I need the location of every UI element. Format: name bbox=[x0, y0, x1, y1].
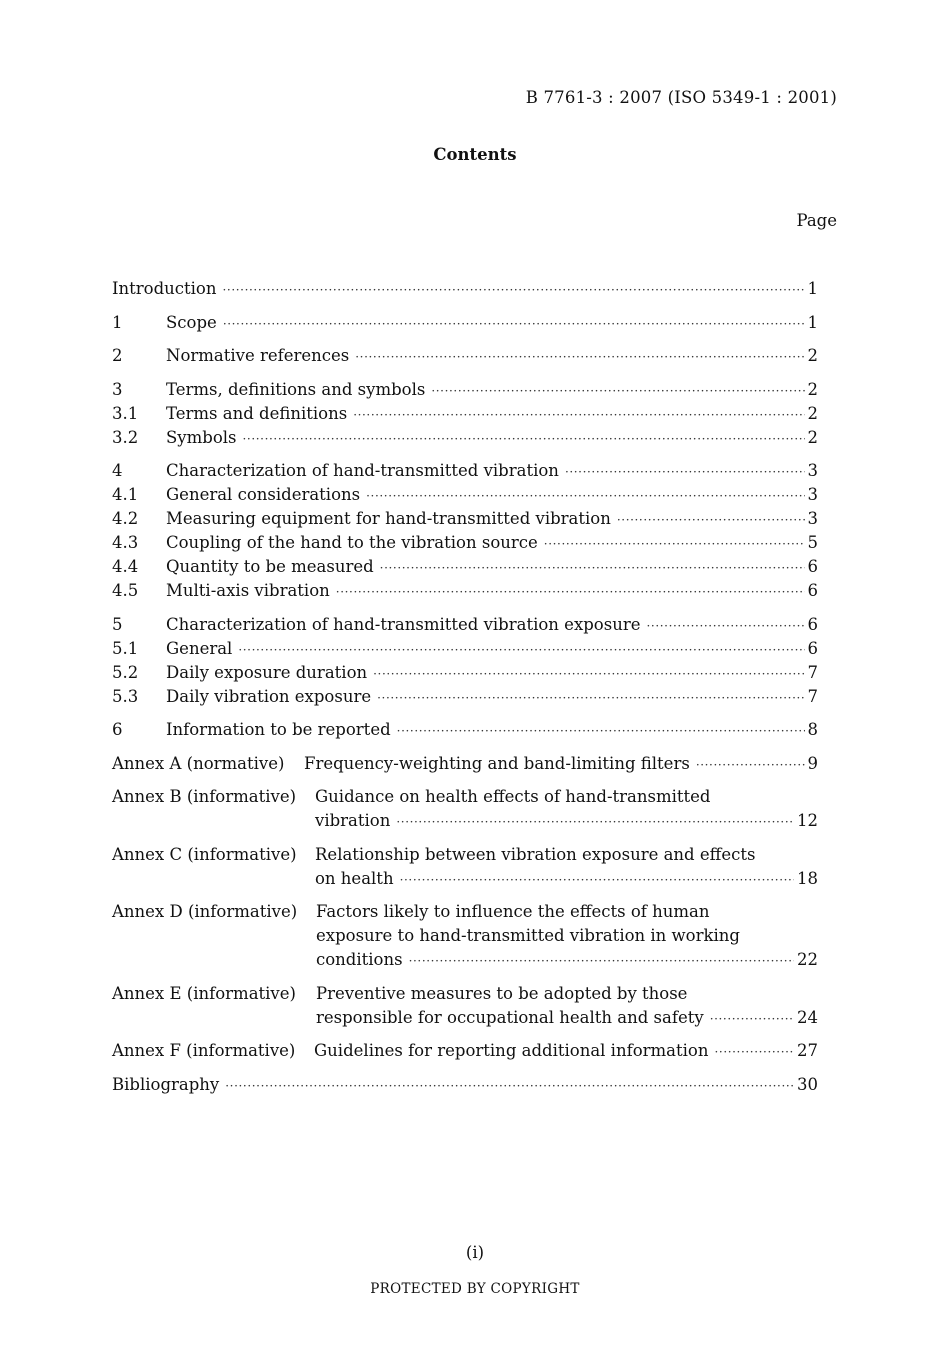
toc-entry-annex-d[interactable] bbox=[112, 900, 818, 972]
leader-dots bbox=[223, 278, 805, 302]
toc-label: General considerations bbox=[166, 485, 361, 504]
toc-entry-annex-a[interactable] bbox=[112, 752, 818, 776]
toc-label: Bibliography bbox=[112, 1074, 220, 1094]
toc-page: 3 bbox=[807, 485, 818, 504]
toc-page: 7 bbox=[807, 662, 818, 682]
toc-label-line: Relationship between vibration exposure and effects bbox=[315, 844, 756, 864]
toc-entry-1[interactable] bbox=[112, 311, 818, 335]
toc-label-line: exposure to hand-transmitted vibration in working bbox=[316, 926, 740, 945]
toc-number: 2 bbox=[112, 346, 123, 365]
toc-number: 3.1 bbox=[112, 403, 139, 423]
toc-page: 2 bbox=[807, 346, 818, 365]
leader-dots bbox=[373, 662, 804, 686]
toc-page: 27 bbox=[797, 1041, 818, 1060]
toc-label: Terms and definitions bbox=[166, 403, 348, 423]
leader-dots bbox=[714, 1040, 794, 1064]
toc-label: Coupling of the hand to the vibration source bbox=[166, 533, 538, 552]
leader-dots bbox=[243, 427, 805, 451]
leader-dots bbox=[377, 686, 804, 710]
toc-page: 30 bbox=[797, 1074, 818, 1094]
toc-number: 3.2 bbox=[112, 427, 139, 447]
toc-number: 1 bbox=[112, 312, 123, 332]
toc-number: 5.2 bbox=[112, 662, 139, 682]
toc-entry-6[interactable] bbox=[112, 718, 818, 742]
toc-entry-3-2[interactable] bbox=[112, 426, 818, 450]
toc-entry-annex-e[interactable] bbox=[112, 982, 818, 1030]
toc-number: 4.2 bbox=[112, 509, 139, 528]
toc-entry-5-2[interactable] bbox=[112, 661, 818, 685]
leader-dots bbox=[400, 868, 794, 892]
toc-number: 4.4 bbox=[112, 557, 139, 576]
toc-label: Normative references bbox=[166, 346, 350, 365]
toc-page: 24 bbox=[797, 1007, 818, 1027]
toc-entry-4-1[interactable] bbox=[112, 483, 818, 507]
standard-number: B 7761-3 : 2007 (ISO 5349-1 : 2001) bbox=[525, 88, 837, 107]
toc-entry-5-1[interactable] bbox=[112, 637, 818, 661]
toc-label: Introduction bbox=[112, 279, 217, 298]
leader-dots bbox=[565, 460, 805, 484]
leader-dots bbox=[380, 556, 805, 580]
page-column-header: Page bbox=[796, 211, 837, 230]
leader-dots bbox=[397, 719, 805, 743]
toc-entry-5-3[interactable] bbox=[112, 685, 818, 709]
table-of-contents bbox=[112, 277, 818, 1097]
copyright-notice: PROTECTED BY COPYRIGHT bbox=[370, 1281, 580, 1297]
toc-entry-4[interactable] bbox=[112, 459, 818, 483]
toc-entry-bibliography[interactable] bbox=[112, 1073, 818, 1097]
leader-dots bbox=[336, 580, 805, 604]
toc-number: 4 bbox=[112, 461, 123, 480]
toc-page: 18 bbox=[797, 868, 818, 888]
toc-entry-3[interactable] bbox=[112, 378, 818, 402]
toc-label: Scope bbox=[166, 312, 217, 332]
leader-dots bbox=[409, 949, 794, 973]
toc-page: 2 bbox=[807, 403, 818, 423]
toc-page: 1 bbox=[807, 279, 818, 298]
toc-entry-4-4[interactable] bbox=[112, 555, 818, 579]
leader-dots bbox=[366, 484, 804, 508]
toc-number: 4.5 bbox=[112, 581, 139, 600]
toc-number: 4.3 bbox=[112, 533, 139, 552]
toc-page: 2 bbox=[807, 427, 818, 447]
annex-label: Annex F (informative) bbox=[112, 1041, 296, 1060]
leader-dots bbox=[355, 345, 804, 369]
leader-dots bbox=[431, 379, 804, 403]
toc-entry-4-2[interactable] bbox=[112, 507, 818, 531]
toc-label: Characterization of hand-transmitted vibration bbox=[166, 461, 559, 480]
toc-page: 6 bbox=[807, 638, 818, 658]
toc-label: Symbols bbox=[166, 427, 237, 447]
toc-entry-3-1[interactable] bbox=[112, 402, 818, 426]
toc-page: 6 bbox=[807, 581, 818, 600]
toc-number: 5.1 bbox=[112, 638, 139, 658]
annex-label: Annex B (informative) bbox=[112, 787, 297, 806]
leader-dots bbox=[353, 403, 804, 427]
toc-label: Measuring equipment for hand-transmitted vibration bbox=[166, 509, 611, 528]
toc-label: Quantity to be measured bbox=[166, 557, 374, 576]
leader-dots bbox=[710, 1007, 794, 1031]
toc-label-line: responsible for occupational health and safety bbox=[316, 1007, 704, 1027]
toc-label-line: Factors likely to influence the effects of human bbox=[316, 902, 710, 921]
toc-entry-5[interactable] bbox=[112, 613, 818, 637]
leader-dots bbox=[396, 810, 794, 834]
toc-page: 1 bbox=[807, 312, 818, 332]
toc-entry-annex-f[interactable] bbox=[112, 1039, 818, 1063]
toc-number: 3 bbox=[112, 379, 123, 399]
toc-entry-annex-b[interactable] bbox=[112, 785, 818, 833]
toc-label-line: on health bbox=[315, 868, 394, 888]
toc-page: 9 bbox=[807, 753, 818, 773]
toc-label-line: conditions bbox=[316, 950, 403, 969]
leader-dots bbox=[617, 508, 805, 532]
annex-label: Annex D (informative) bbox=[112, 902, 298, 921]
toc-label: Daily exposure duration bbox=[166, 662, 368, 682]
toc-page: 22 bbox=[797, 950, 818, 969]
toc-label: General bbox=[166, 638, 233, 658]
toc-page: 5 bbox=[807, 533, 818, 552]
leader-dots bbox=[225, 1074, 794, 1098]
toc-entry-2[interactable] bbox=[112, 344, 818, 368]
toc-page: 3 bbox=[807, 509, 818, 528]
annex-label: Annex A (normative) bbox=[112, 753, 285, 773]
toc-label-line: Guidance on health effects of hand-transmitted bbox=[315, 787, 711, 806]
leader-dots bbox=[238, 638, 804, 662]
toc-number: 5 bbox=[112, 614, 123, 634]
toc-number: 5.3 bbox=[112, 686, 139, 706]
toc-label: Terms, definitions and symbols bbox=[166, 379, 426, 399]
toc-page: 12 bbox=[797, 811, 818, 830]
toc-page: 8 bbox=[807, 720, 818, 739]
toc-label: Multi-axis vibration bbox=[166, 581, 330, 600]
toc-number: 6 bbox=[112, 720, 123, 739]
toc-entry-4-5[interactable] bbox=[112, 579, 818, 603]
leader-dots bbox=[223, 312, 805, 336]
toc-entry-introduction[interactable] bbox=[112, 277, 818, 301]
toc-page: 2 bbox=[807, 379, 818, 399]
leader-dots bbox=[544, 532, 805, 556]
toc-label-line: Preventive measures to be adopted by those bbox=[316, 983, 688, 1003]
toc-label: Guidelines for reporting additional information bbox=[314, 1041, 709, 1060]
leader-dots bbox=[647, 614, 805, 638]
footer-page-number: (i) bbox=[465, 1243, 485, 1262]
toc-label: Information to be reported bbox=[166, 720, 391, 739]
leader-dots bbox=[696, 753, 805, 777]
toc-label: Characterization of hand-transmitted vibration exposure bbox=[166, 614, 641, 634]
toc-entry-4-3[interactable] bbox=[112, 531, 818, 555]
toc-label-line: vibration bbox=[315, 811, 391, 830]
toc-page: 3 bbox=[807, 461, 818, 480]
toc-label: Daily vibration exposure bbox=[166, 686, 372, 706]
page-title: Contents bbox=[433, 145, 517, 164]
annex-label: Annex E (informative) bbox=[112, 983, 296, 1003]
toc-page: 7 bbox=[807, 686, 818, 706]
toc-page: 6 bbox=[807, 557, 818, 576]
toc-label: Frequency-weighting and band-limiting filters bbox=[304, 753, 690, 773]
toc-number: 4.1 bbox=[112, 485, 139, 504]
toc-page: 6 bbox=[807, 614, 818, 634]
toc-entry-annex-c[interactable] bbox=[112, 843, 818, 891]
annex-label: Annex C (informative) bbox=[112, 844, 297, 864]
